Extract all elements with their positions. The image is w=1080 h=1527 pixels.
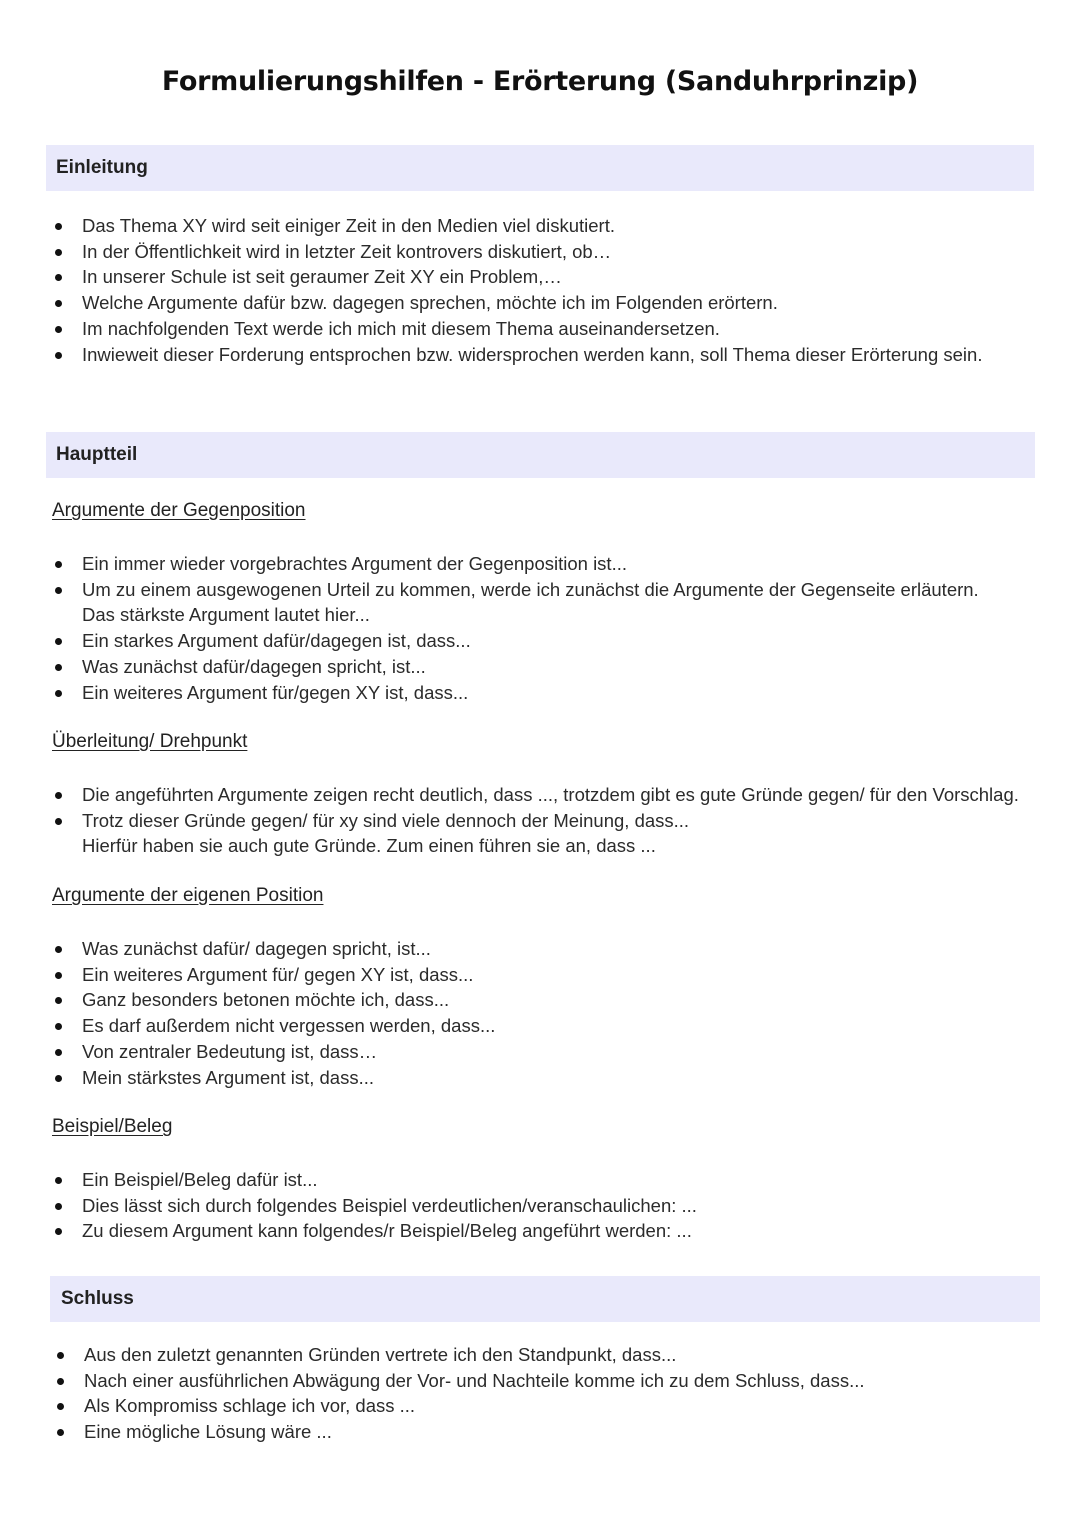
list-item: Inwieweit dieser Forderung entsprochen bzw. widersprochen werden kann, soll Thema dieser Erörterung sein.	[52, 342, 982, 368]
section-title-einleitung: Einleitung	[56, 157, 148, 178]
list-item: Was zunächst dafür/dagegen spricht, ist...	[52, 654, 979, 680]
list-item	[52, 808, 1019, 859]
list-item: Eine mögliche Lösung wäre ...	[54, 1419, 865, 1445]
subheading-beispiel: Beispiel/Beleg	[52, 1116, 173, 1137]
schluss-list	[54, 1342, 865, 1445]
list-item: Dies lässt sich durch folgendes Beispiel verdeutlichen/veranschaulichen: ...	[52, 1193, 697, 1219]
list-item: Aus den zuletzt genannten Gründen vertrete ich den Standpunkt, dass...	[54, 1342, 865, 1368]
subheading-eigene-position: Argumente der eigenen Position	[52, 885, 324, 906]
beispiel-list	[52, 1167, 697, 1244]
list-item: In der Öffentlichkeit wird in letzter Zeit kontrovers diskutiert, ob…	[52, 239, 982, 265]
list-item: Mein stärkstes Argument ist, dass...	[52, 1065, 495, 1091]
list-item-line: Um zu einem ausgewogenen Urteil zu kommen, werde ich zunächst die Argumente der Gegenseite erläutern.	[82, 578, 979, 600]
page-title: Formulierungshilfen - Erörterung (Sanduhrprinzip)	[161, 66, 919, 97]
list-item: Ein weiteres Argument für/ gegen XY ist, dass...	[52, 962, 495, 988]
section-title-hauptteil: Hauptteil	[56, 444, 138, 465]
list-item: Ein starkes Argument dafür/dagegen ist, dass...	[52, 628, 979, 654]
section-title-schluss: Schluss	[61, 1288, 134, 1309]
list-item: Ein weiteres Argument für/gegen XY ist, dass...	[52, 680, 979, 706]
section-header-einleitung	[46, 145, 1034, 191]
ueberleitung-list	[52, 782, 1019, 859]
section-header-hauptteil	[46, 432, 1035, 478]
list-item: Im nachfolgenden Text werde ich mich mit diesem Thema auseinandersetzen.	[52, 316, 982, 342]
list-item: Als Kompromiss schlage ich vor, dass ...	[54, 1393, 865, 1419]
subheading-ueberleitung: Überleitung/ Drehpunkt	[52, 731, 248, 752]
eigene-position-list	[52, 936, 495, 1090]
list-item-line: Das stärkste Argument lautet hier...	[82, 604, 370, 626]
einleitung-list	[52, 213, 982, 367]
list-item: Ein immer wieder vorgebrachtes Argument der Gegenposition ist...	[52, 551, 979, 577]
list-item: Nach einer ausführlichen Abwägung der Vor- und Nachteile komme ich zu dem Schluss, dass...	[54, 1368, 865, 1394]
list-item: Von zentraler Bedeutung ist, dass…	[52, 1039, 495, 1065]
subheading-gegenposition: Argumente der Gegenposition	[52, 500, 306, 521]
list-item: Die angeführten Argumente zeigen recht deutlich, dass ..., trotzdem gibt es gute Gründe gegen/ für den Vorschlag.	[52, 782, 1019, 808]
list-item: In unserer Schule ist seit geraumer Zeit XY ein Problem,…	[52, 264, 982, 290]
list-item: Ganz besonders betonen möchte ich, dass...	[52, 987, 495, 1013]
list-item: Was zunächst dafür/ dagegen spricht, ist...	[52, 936, 495, 962]
section-header-schluss	[50, 1276, 1040, 1322]
list-item: Ein Beispiel/Beleg dafür ist...	[52, 1167, 697, 1193]
list-item-line: Hierfür haben sie auch gute Gründe. Zum einen führen sie an, dass ...	[82, 835, 656, 857]
list-item: Das Thema XY wird seit einiger Zeit in den Medien viel diskutiert.	[52, 213, 982, 239]
list-item: Welche Argumente dafür bzw. dagegen sprechen, möchte ich im Folgenden erörtern.	[52, 290, 982, 316]
list-item	[52, 577, 979, 628]
list-item: Zu diesem Argument kann folgendes/r Beispiel/Beleg angeführt werden: ...	[52, 1218, 697, 1244]
gegenposition-list	[52, 551, 979, 705]
list-item: Es darf außerdem nicht vergessen werden, dass...	[52, 1013, 495, 1039]
list-item-line: Trotz dieser Gründe gegen/ für xy sind viele dennoch der Meinung, dass...	[82, 809, 690, 831]
